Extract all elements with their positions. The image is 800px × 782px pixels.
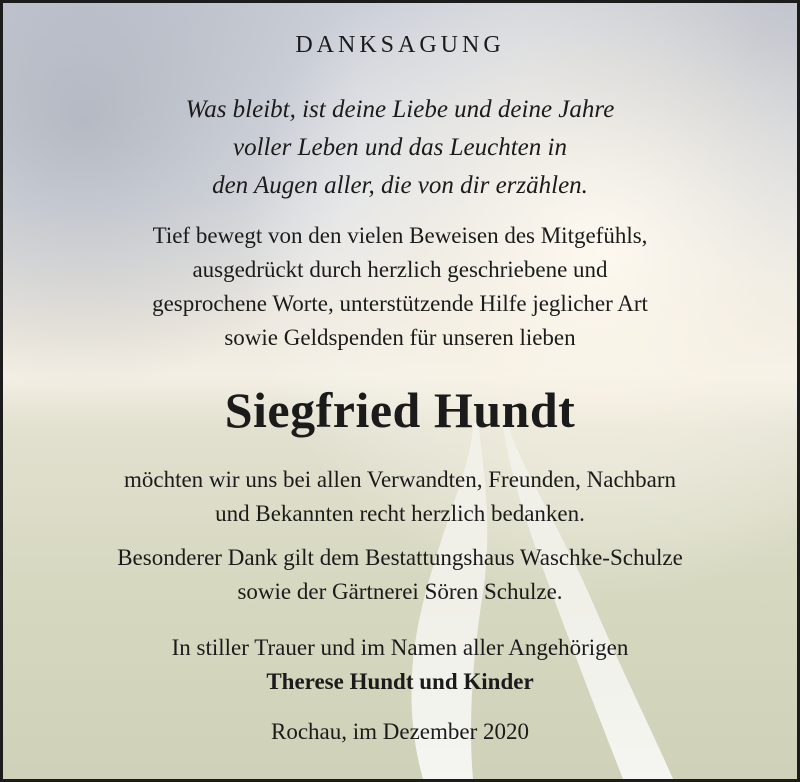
poem-line: Was bleibt, ist deine Liebe und deine Jahre <box>185 96 615 123</box>
thanks-line: möchten wir uns bei allen Verwandten, Freunden, Nachbarn <box>123 467 677 492</box>
intro-line: sowie Geldspenden für unseren lieben <box>224 325 576 350</box>
intro-line: gesprochene Worte, unterstützende Hilfe jeglicher Art <box>152 291 648 316</box>
thanks-line: und Bekannten recht herzlich bedanken. <box>215 501 585 526</box>
place-date: Rochau, im Dezember 2020 <box>270 719 530 744</box>
poem-line: den Augen aller, die von dir erzählen. <box>212 172 588 199</box>
special-thanks-paragraph <box>3 541 797 609</box>
signature-block <box>3 631 797 699</box>
intro-paragraph <box>3 219 797 355</box>
poem-line: voller Leben und das Leuchten in <box>233 134 567 161</box>
mourning-line: In stiller Trauer und im Namen aller Angehörigen <box>171 635 629 660</box>
intro-line: Tief bewegt von den vielen Beweisen des Mitgefühls, <box>152 223 648 248</box>
special-thanks-line: sowie der Gärtnerei Sören Schulze. <box>237 579 563 604</box>
signer-name: Therese Hundt und Kinder <box>266 669 534 694</box>
memorial-poem <box>3 91 797 205</box>
heading-danksagung: DANKSAGUNG <box>295 32 505 58</box>
thanks-paragraph <box>3 463 797 531</box>
deceased-name: Siegfried Hundt <box>224 382 576 438</box>
intro-line: ausgedrückt durch herzlich geschriebene und <box>192 257 608 282</box>
special-thanks-line: Besonderer Dank gilt dem Bestattungshaus Waschke-Schulze <box>117 545 683 570</box>
